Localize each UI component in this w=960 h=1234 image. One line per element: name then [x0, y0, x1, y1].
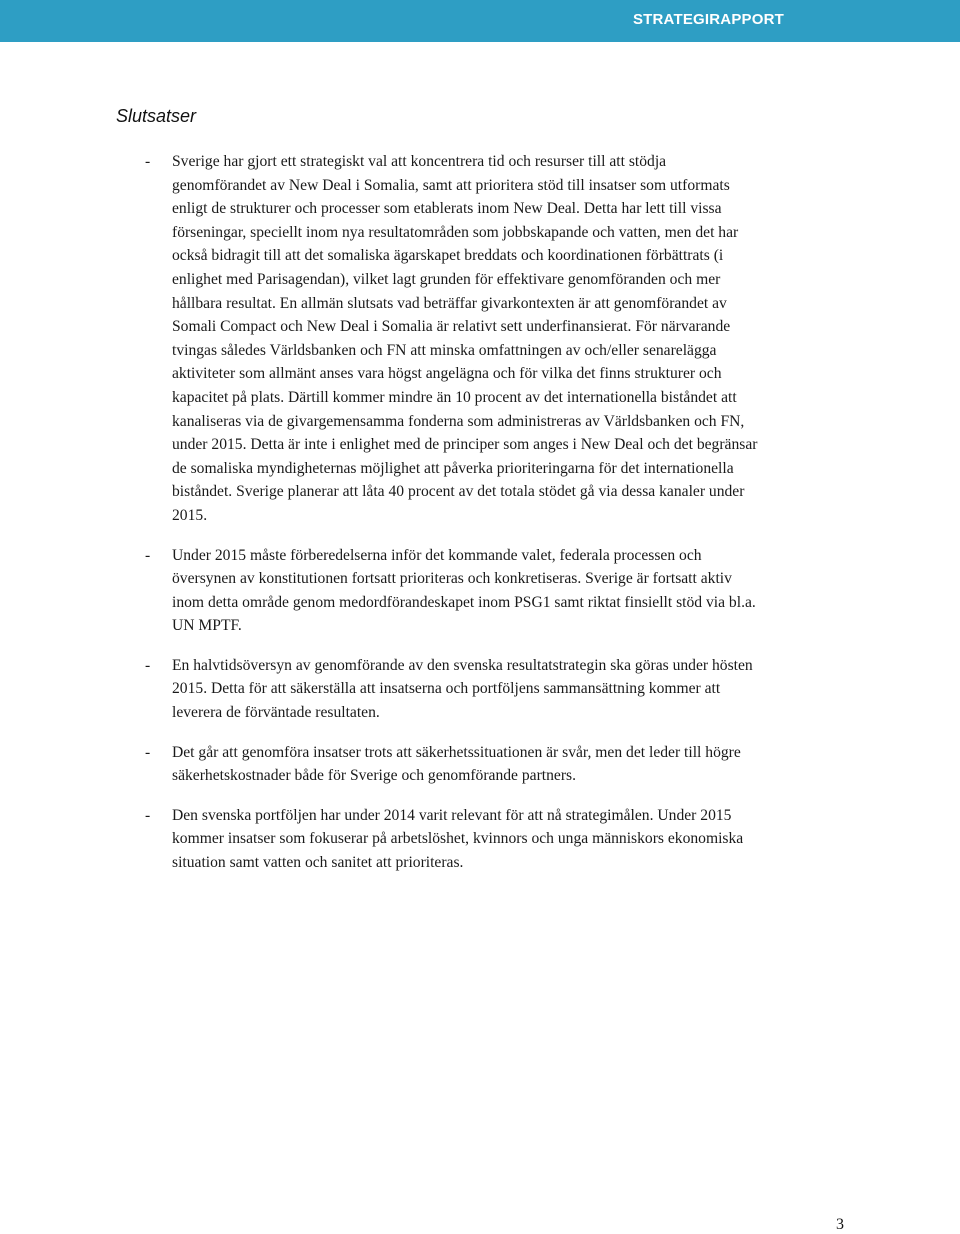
text-line: översynen av konstitutionen fortsatt prioriteras och konkretiseras. Sverige är fortsatt aktiv	[172, 570, 732, 588]
bullet-text	[172, 544, 845, 638]
text-line: hållbara resultat. En allmän slutsats vad beträffar givarkontexten är att genomförandet av	[172, 294, 727, 312]
bullet-dash: -	[145, 806, 151, 824]
text-line: förseningar, speciellt inom nya resultatområden som jobbskapande och vatten, men det har	[172, 223, 739, 241]
list-item	[145, 654, 845, 725]
list-item	[145, 741, 845, 788]
text-line: Det går att genomföra insatser trots att säkerhetssituationen är svår, men det leder till högre	[172, 743, 741, 761]
text-line: 2015. Detta för att säkerställa att insatserna och portföljens sammansättning kommer att	[172, 680, 721, 698]
list-item	[145, 150, 845, 528]
list-item	[145, 544, 845, 638]
conclusions-list	[145, 150, 845, 891]
header-bar	[0, 0, 960, 42]
text-line: situation samt vatten och sanitet att prioriteras.	[172, 854, 464, 872]
bullet-text	[172, 741, 845, 788]
text-line: 2015.	[172, 506, 208, 524]
bullet-dash: -	[145, 546, 151, 564]
text-line: En halvtidsöversyn av genomförande av den svenska resultatstrategin ska göras under hösten	[172, 656, 753, 674]
text-line: Somali Compact och New Deal i Somalia är relativt sett underfinansierat. För närvarande	[172, 318, 731, 336]
text-line: Sverige har gjort ett strategiskt val att koncentrera tid och resurser till att stödja	[172, 153, 667, 170]
text-line: enligt de strukturer och processer som etablerats inom New Deal. Detta har lett till vissa	[172, 200, 722, 218]
list-item	[145, 804, 845, 875]
text-line: UN MPTF.	[172, 617, 242, 635]
text-line: kommer insatser som fokuserar på arbetslöshet, kvinnors och unga människors ekonomiska	[172, 830, 744, 848]
text-line: inom detta område genom medordförandeskapet inom PSG1 samt riktat finsiellt stöd via bl.a.	[172, 593, 756, 611]
bullet-text	[172, 804, 845, 875]
text-line: aktiviteter som allmänt anses vara högst angelägna och för vilka det finns strukturer och	[172, 365, 722, 383]
text-line: också bidragit till att det somaliska ägarskapet breddats och koordinationen förbättrats (i	[172, 247, 724, 265]
text-line: leverera de förväntade resultaten.	[172, 704, 380, 722]
text-line: säkerhetskostnader både för Sverige och genomförande partners.	[172, 767, 576, 785]
text-line: Den svenska portföljen har under 2014 varit relevant för att nå strategimålen. Under 2015	[172, 806, 732, 824]
text-line: de somaliska myndigheternas möjlighet att påverka prioriteringarna för det internationella	[172, 459, 734, 477]
bullet-text	[172, 654, 845, 725]
bullet-dash: -	[145, 656, 151, 674]
bullet-text	[172, 150, 845, 528]
text-line: Under 2015 måste förberedelserna inför det kommande valet, federala processen och	[172, 546, 702, 564]
section-heading: Slutsatser	[116, 106, 197, 126]
text-line: under 2015. Detta är inte i enlighet med de principer som anges i New Deal och det begränsar	[172, 436, 758, 454]
text-line: kapacitet på plats. Därtill kommer mindre än 10 procent av det internationella biståndet att	[172, 388, 737, 406]
page-number: 3	[836, 1216, 844, 1233]
text-line: enlighet med Parisagendan), vilket lagt grunden för effektivare genomföranden och mer	[172, 270, 721, 288]
bullet-dash: -	[145, 743, 151, 761]
text-line: genomförandet av New Deal i Somalia, samt att prioritera stöd till insatser som utformats	[172, 176, 730, 194]
text-line: tvingas således Världsbanken och FN att minska omfattningen av och/eller senarelägga	[172, 341, 717, 359]
bullet-dash: -	[145, 153, 151, 170]
text-line: kanaliseras via de givargemensamma fonderna som administreras av Världsbanken och FN,	[172, 412, 745, 430]
text-line: biståndet. Sverige planerar att låta 40 procent av det totala stödet gå via dessa kanaler under	[172, 483, 745, 501]
report-title: STRATEGIRAPPORT	[632, 11, 784, 28]
